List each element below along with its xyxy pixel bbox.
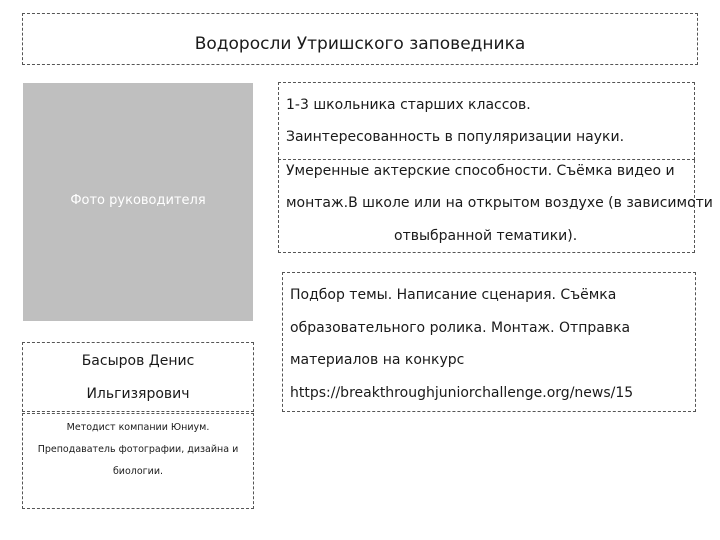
leader-name-line-2: Ильгизярович: [86, 386, 190, 402]
title-box: [22, 13, 698, 65]
plan-line-1: Подбор темы. Написание сценария. Съёмка: [290, 287, 617, 303]
team-line-4: монтаж.В школе или на открытом воздухе (в зависимоти: [286, 195, 713, 211]
team-requirements-box: [278, 82, 695, 160]
leader-info-line-3: биологии.: [112, 466, 164, 477]
leader-info-line-2: Преподаватель фотографии, дизайна и: [37, 444, 239, 455]
team-line-2: Заинтересованность в популяризации науки.: [286, 129, 625, 145]
leader-info-line-1: Методист компании Юниум.: [66, 422, 210, 433]
plan-line-3: материалов на конкурс: [290, 352, 465, 368]
team-line-5: отвыбранной тематики).: [394, 228, 578, 244]
leader-name-line-1: Басыров Денис: [81, 353, 195, 369]
team-line-1: 1-3 школьника старших классов.: [286, 97, 531, 113]
plan-line-2: образовательного ролика. Монтаж. Отправка: [290, 320, 631, 336]
page-title: Водоросли Утришского заповедника: [194, 34, 526, 54]
contest-link[interactable]: https://breakthroughjuniorchallenge.org/news/15: [290, 385, 634, 401]
team-line-3: Умеренные актерские способности. Съёмка видео и: [286, 163, 675, 179]
leader-photo-placeholder: [23, 83, 253, 321]
photo-label: Фото руководителя: [70, 193, 206, 208]
leader-info-box: [22, 413, 254, 509]
leader-name-box: [22, 342, 254, 412]
